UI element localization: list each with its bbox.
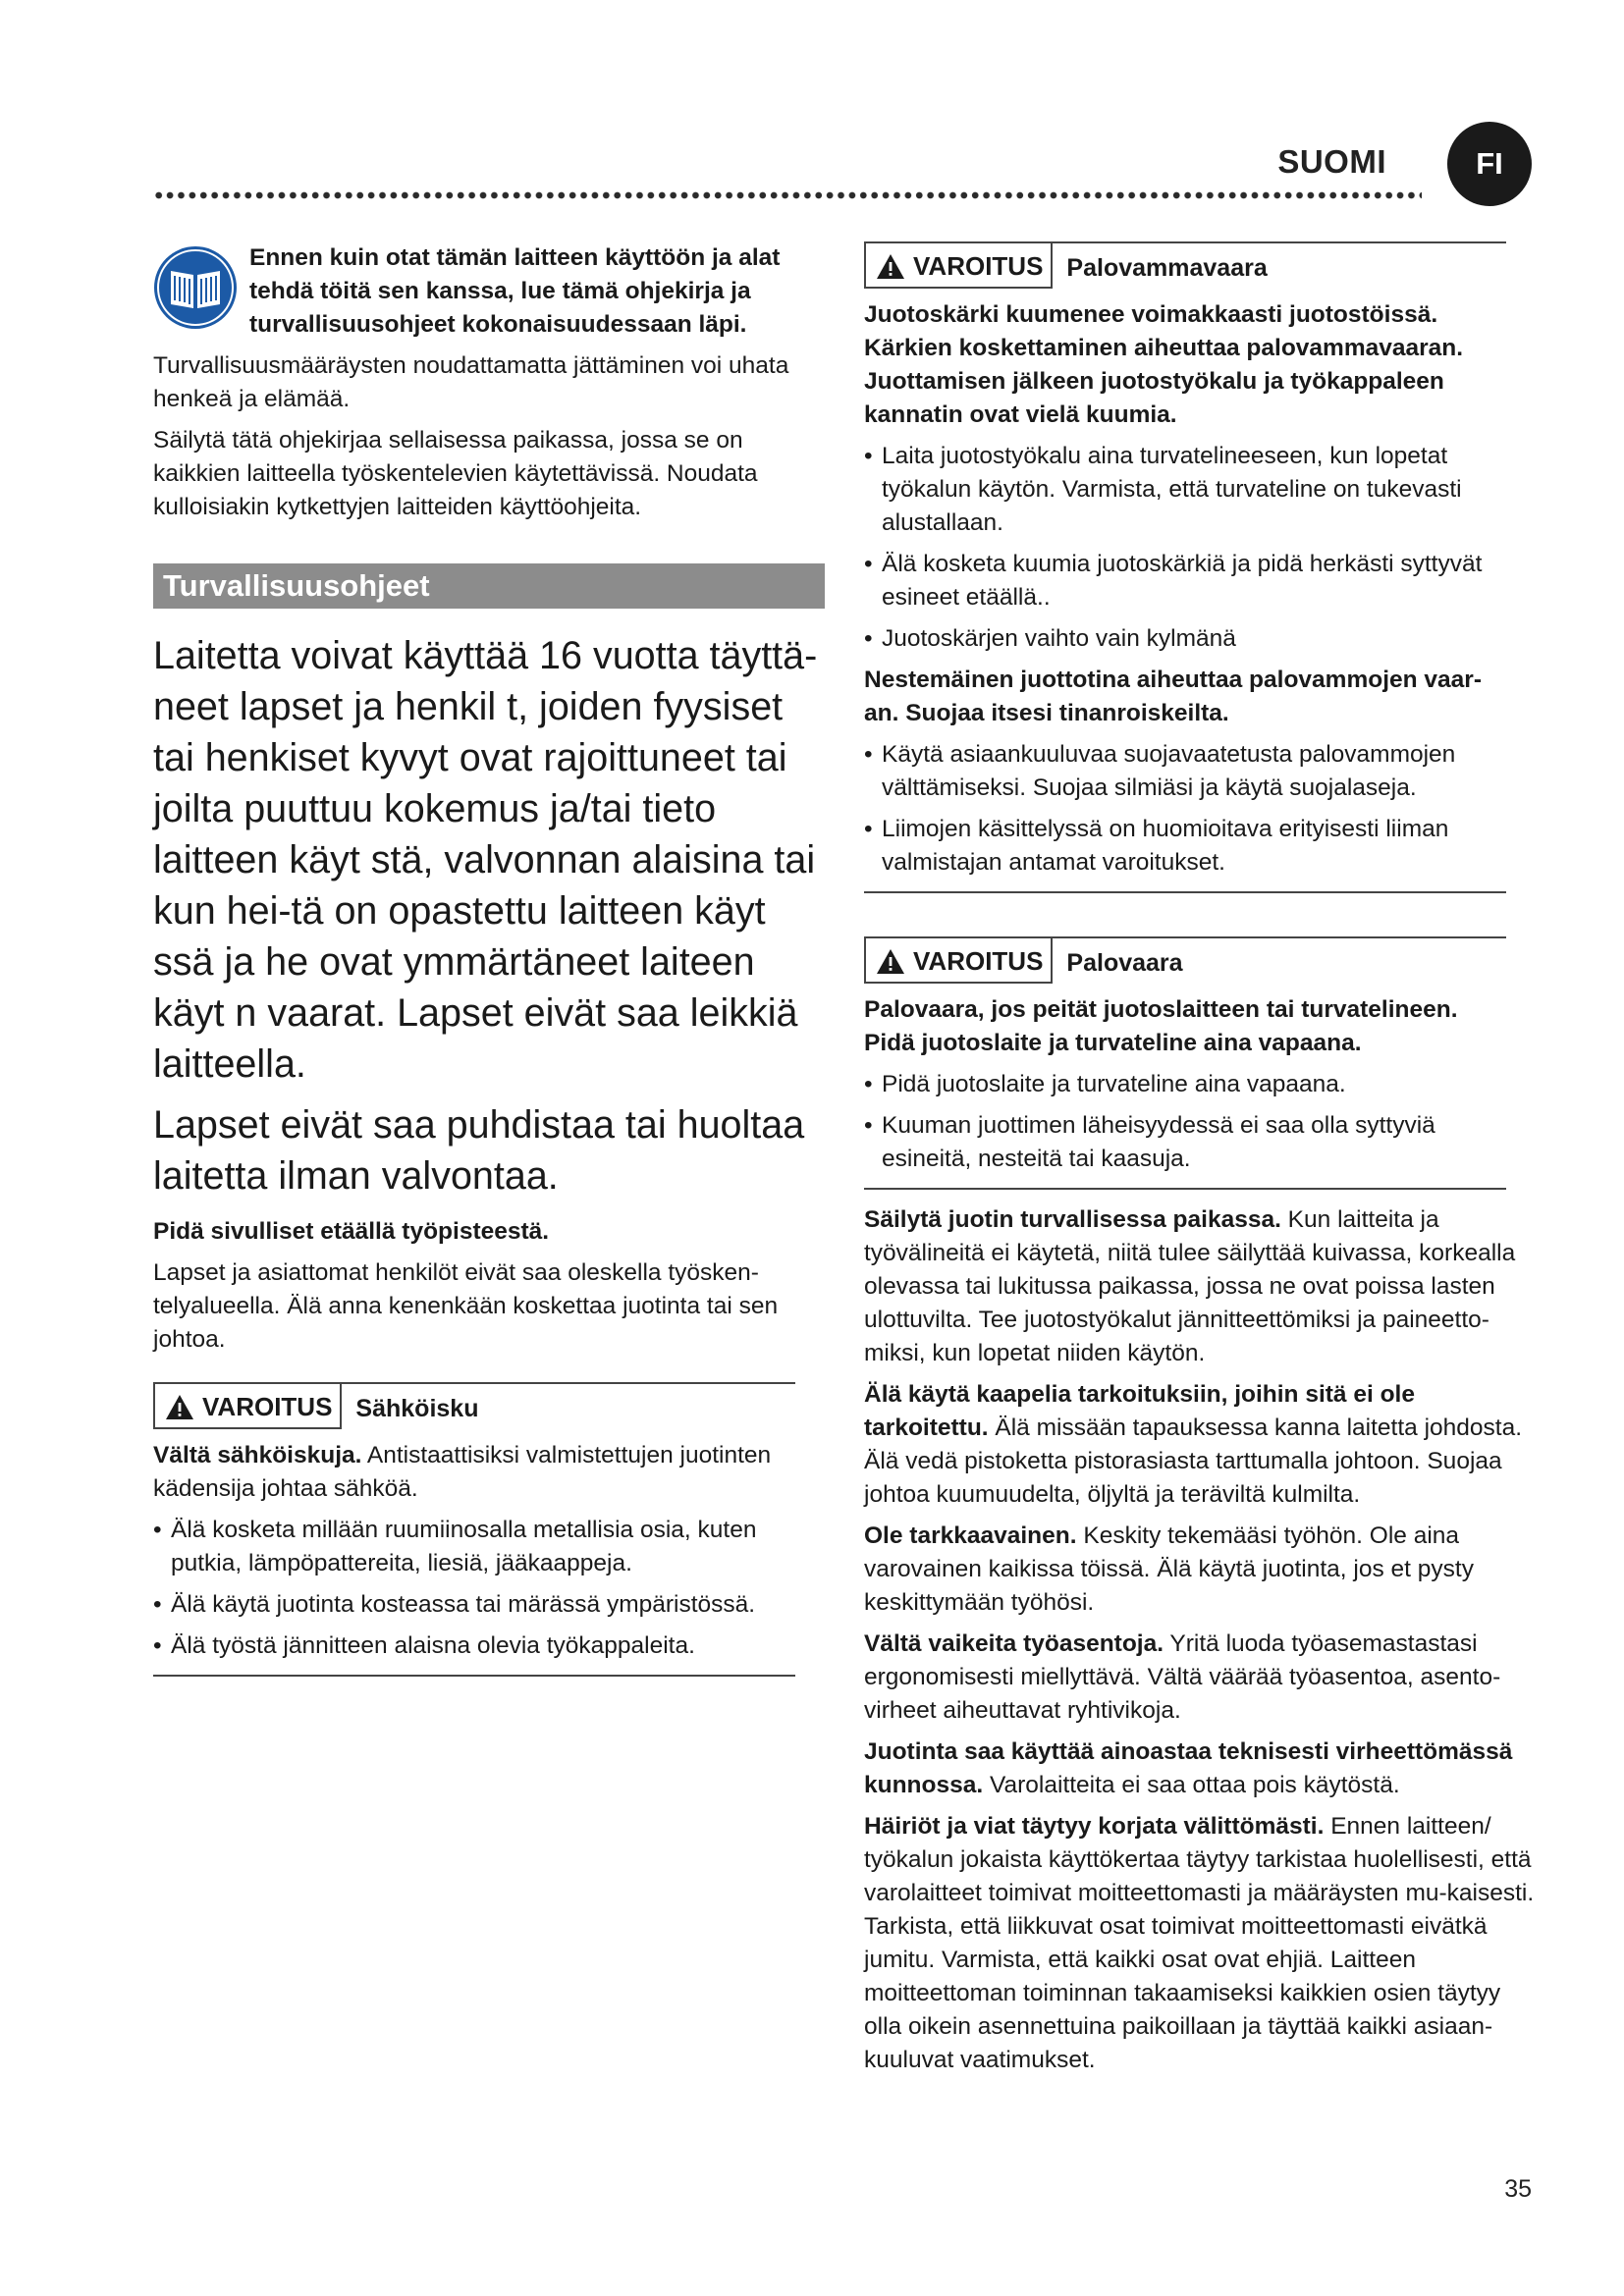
language-badge: FI	[1447, 122, 1532, 206]
children-notice: Laitetta voivat käyttää 16 vuotta täyttä-neet lapset ja henkil t, joiden fyysiset tai henkiset kyvyt ovat rajoittuneet tai joilta puuttuu kokemus ja/tai tieto laitteen käyt stä, valvonnan alaisina tai kun hei-tä on opastettu laitteen käyt ssä ja he ovat ymmärtäneet laiteen käyt n vaarat. Lapset eivät saa leikkiä laitteella.	[153, 634, 818, 1086]
warning-bold-text: Palovaara, jos peität juotoslaitteen tai turvatelineen. Pidä juotoslaite ja turvateline aina vapaana.	[864, 996, 1458, 1056]
warning-list	[864, 440, 1506, 656]
paragraph-text: Ennen laitteen/ työkalun jokaista käyttökertaa täytyy tarkistaa huolellisesti, että varolaitteet toimivat moitteettomasti ja määräysten mu-kaisesti. Tarkista, että liikkuvat osat toimivat moitteettomasti eivätkä jumitu. Varmista, että kaikki osat ovat ehjiä. Laitteen moitteettoman toiminnan takaamiseksi kaikkien osien täytyy olla oikein asennettuina paikoillaan ja täyttää kaikki asiaan-kuuluvat vaatimukset.	[864, 1813, 1535, 2073]
warning-lead-bold: Vältä sähköiskuja.	[153, 1442, 362, 1468]
warning-header	[153, 1384, 795, 1429]
warning-list	[864, 738, 1506, 880]
warning-label-text: VAROITUS	[913, 946, 1044, 976]
language-heading: SUOMI	[1277, 143, 1386, 180]
list-item: • Juotoskärjen vaihto vain kylmänä	[864, 622, 1506, 656]
warning-bold-text: Nestemäinen juottotina aiheuttaa palovammojen vaar-an. Suojaa itsesi tinanroiskeilta.	[864, 667, 1482, 726]
paragraph-text: Älä missään tapauksessa kanna laitetta johdosta. Älä vedä pistoketta pistorasiasta tarttumalla johtoon. Suojaa johtoa kuumuudelta, öljyltä ja teräviltä kulmilta.	[864, 1415, 1523, 1508]
warning-lead-text: Antistaattisiksi valmistettujen juotinten kädensija johtaa sähköä.	[153, 1442, 772, 1502]
warning-label-text: VAROITUS	[202, 1392, 333, 1421]
list-item: • Laita juotostyökalu aina turvatelineeseen, kun lopetat työkalun käytön. Varmista, että turvateline on tukevasti alustallaan.	[864, 440, 1506, 540]
warning-title: Sähköisku	[355, 1395, 479, 1422]
list-item: • Älä käytä juotinta kosteassa tai märässä ympäristössä.	[153, 1588, 795, 1622]
warning-list	[864, 1068, 1506, 1176]
warning-triangle-icon	[876, 948, 905, 975]
list-item: • Kuuman juottimen läheisyydessä ei saa olla syttyviä esineitä, nesteitä tai kaasuja.	[864, 1109, 1506, 1176]
children-cleaning-notice: Lapset eivät saa puhdistaa tai huoltaa laitetta ilman valvontaa.	[153, 1103, 805, 1198]
warning-triangle-icon	[876, 253, 905, 280]
paragraph: Turvallisuusmääräysten noudattamatta jättäminen voi uhata henkeä ja elämää.	[153, 352, 789, 412]
paragraph	[864, 1735, 1542, 1802]
warning-title: Palovaara	[1066, 949, 1183, 977]
paragraph	[864, 1810, 1542, 2077]
list-item: • Älä kosketa kuumia juotoskärkiä ja pidä herkästi syttyvät esineet etäällä..	[864, 548, 1506, 614]
warning-fire	[864, 936, 1506, 1190]
paragraph: Säilytä tätä ohjekirjaa sellaisessa paikassa, jossa se on kaikkien laitteella työskentelevien käytettävissä. Noudata kulloisiakin kytkettyjen laitteiden käyttöohjeita.	[153, 427, 758, 520]
warning-lead	[153, 1439, 795, 1506]
paragraph-text: Yritä luoda työasemastastasi ergonomisesti miellyttävä. Vältä väärää työasentoa, asento-virheet aiheuttavat ryhtivikoja.	[864, 1630, 1501, 1724]
paragraph	[864, 1628, 1542, 1728]
paragraph-text: Kun laitteita ja työvälineitä ei käytetä, niitä tulee säilyttää kuivassa, korkealla olevassa tai lukitussa paikassa, jossa ne ovat poissa lasten ulottuvilta. Tee juotostyökalut jännitteettömiksi ja paineetto-miksi, kun lopetat niiden käytön.	[864, 1206, 1516, 1366]
warning-triangle-icon	[165, 1394, 194, 1420]
bystander-heading: Pidä sivulliset etäällä työpisteestä.	[153, 1218, 550, 1245]
paragraph-lead: Juotinta saa käyttää ainoastaa teknisesti virheettömässä kunnossa.	[864, 1738, 1513, 1798]
page-number: 35	[1504, 2175, 1532, 2203]
bystander-text: Lapset ja asiattomat henkilöt eivät saa oleskella työsken-telyalueella. Älä anna kenenkään koskettaa juotinta tai sen johtoa.	[153, 1259, 779, 1353]
list-item: • Pidä juotoslaite ja turvateline aina vapaana.	[864, 1068, 1506, 1101]
paragraph-lead: Vältä vaikeita työasentoja.	[864, 1630, 1164, 1657]
intro-block	[153, 241, 825, 342]
list-item: • Älä kosketa millään ruumiinosalla metallisia osia, kuten putkia, lämpöpattereita, liesiä, jääkaappeja.	[153, 1514, 795, 1580]
warning-title: Palovammavaara	[1066, 254, 1268, 282]
warning-label	[864, 243, 1053, 289]
warning-header	[864, 938, 1506, 984]
warning-list	[153, 1514, 795, 1663]
paragraph-text: Varolaitteita ei saa ottaa pois käytöstä.	[983, 1772, 1400, 1798]
paragraph	[864, 1520, 1542, 1620]
warning-header	[864, 243, 1506, 289]
paragraph	[864, 1378, 1542, 1512]
intro-heading: Ennen kuin otat tämän laitteen käyttöön ja alat tehdä töitä sen kanssa, lue tämä ohjekirja ja turvallisuusohjeet kokonaisuudessaan läpi.	[249, 244, 781, 338]
dotted-divider	[153, 188, 1422, 202]
warning-electric-shock	[153, 1382, 795, 1677]
paragraph	[864, 1203, 1542, 1370]
paragraph-lead: Älä käytä kaapelia tarkoituksiin, joihin sitä ei ole tarkoitettu.	[864, 1381, 1415, 1441]
section-title: Turvallisuusohjeet	[153, 563, 825, 609]
left-column	[153, 241, 825, 1677]
right-column	[864, 241, 1542, 2077]
warning-label	[864, 938, 1053, 984]
paragraph-lead: Häiriöt ja viat täytyy korjata välittömästi.	[864, 1813, 1325, 1840]
warning-burn	[864, 241, 1506, 893]
paragraph-lead: Ole tarkkaavainen.	[864, 1522, 1077, 1549]
warning-bold-text: Juotoskärki kuumenee voimakkaasti juotostöissä. Kärkien koskettaminen aiheuttaa palovammavaaran. Juottamisen jälkeen juotostyökalu ja työkappaleen kannatin ovat vielä kuumia.	[864, 301, 1464, 428]
list-item: • Käytä asiaankuuluvaa suojavaatetusta palovammojen välttämiseksi. Suojaa silmiäsi ja käytä suojalaseja.	[864, 738, 1506, 805]
book-icon	[153, 245, 238, 330]
paragraph-text: Keskity tekemääsi työhön. Ole aina varovainen kaikissa töissä. Älä käytä juotinta, jos et pysty keskittymään työhösi.	[864, 1522, 1474, 1616]
warning-label	[153, 1384, 342, 1429]
warning-label-text: VAROITUS	[913, 251, 1044, 281]
list-item: • Liimojen käsittelyssä on huomioitava erityisesti liiman valmistajan antamat varoitukset.	[864, 813, 1506, 880]
list-item: • Älä työstä jännitteen alaisna olevia työkappaleita.	[153, 1629, 795, 1663]
paragraph-lead: Säilytä juotin turvallisessa paikassa.	[864, 1206, 1281, 1233]
